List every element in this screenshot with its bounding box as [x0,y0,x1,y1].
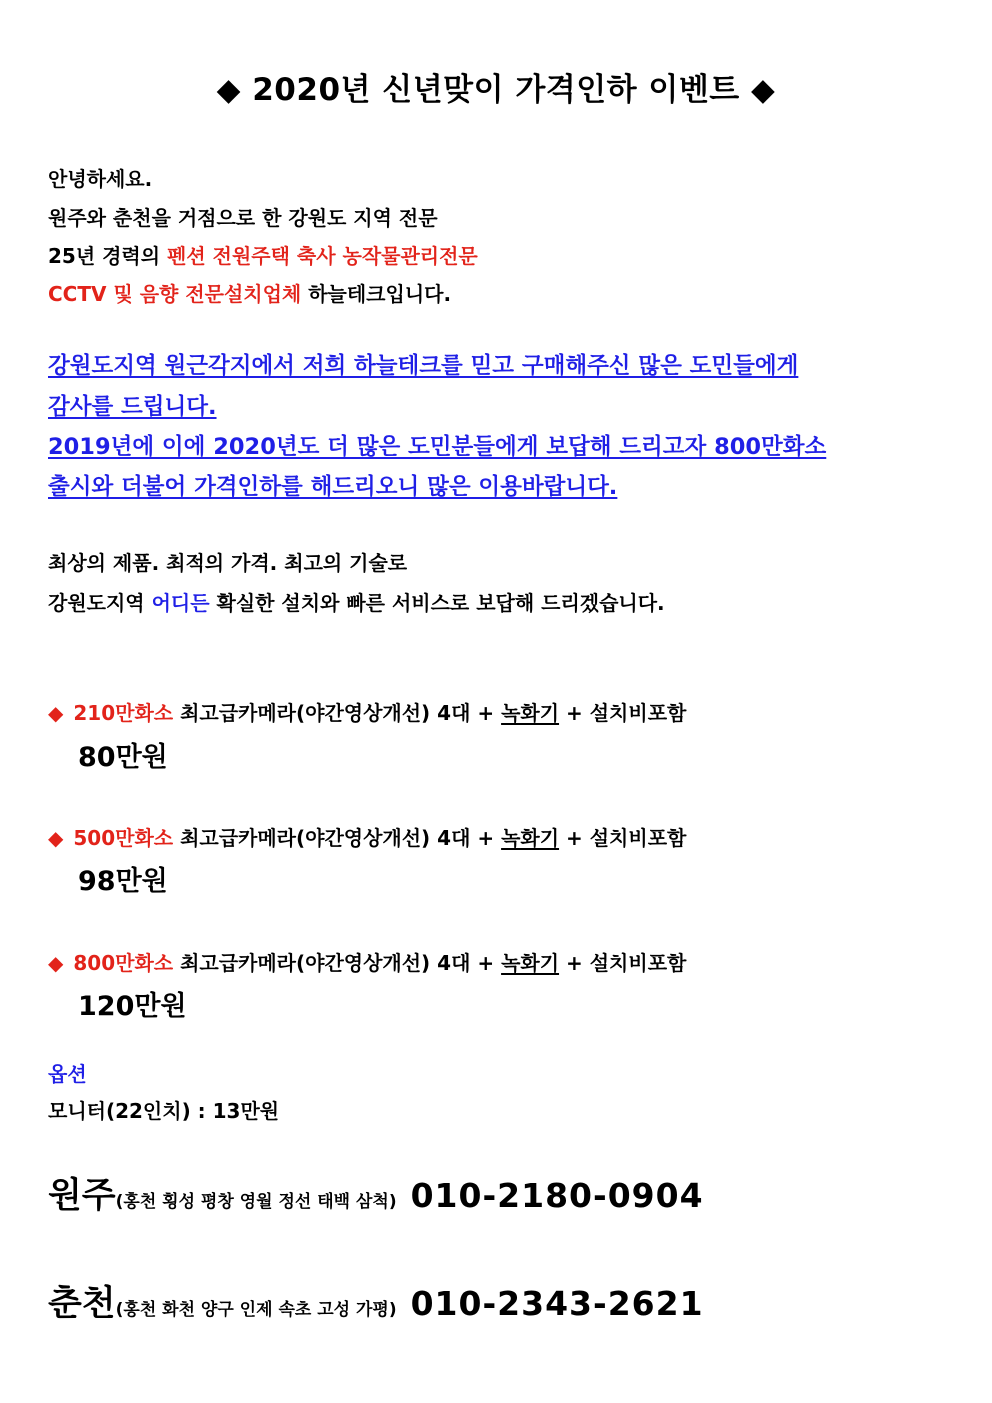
greeting: 안녕하세요. [48,167,153,191]
thanks-line: 2019년에 이에 2020년도 더 많은 도민분들에게 보답해 드리고자 800만화소 [48,434,827,460]
contact-chuncheon [48,1276,704,1326]
promise-service [48,587,665,616]
diamond-icon: ◆ [48,701,64,725]
intro-experience [48,240,478,269]
product-desc: 최고급카메라(야간영상개선) 4대 + [173,951,502,975]
product-recorder: 녹화기 [501,951,560,975]
product-resolution: 210만화소 [73,701,174,725]
contact-wonju [48,1168,704,1218]
product-resolution: 800만화소 [73,951,174,975]
contact-phone: 010-2180-0904 [410,1176,704,1215]
company-name: 하늘테크입니다. [301,282,452,306]
contact-city: 춘천 [48,1284,116,1324]
promise-text: 강원도지역 [48,591,152,615]
anywhere-highlight: 어디든 [151,591,210,615]
thanks-line: 출시와 더불어 가격인하를 해드리오니 많은 이용바랍니다. [48,474,618,500]
specialty-highlight: 펜션 전원주택 축사 농작물관리전문 [167,244,478,268]
product-desc: + 설치비포함 [559,701,687,725]
thanks-line: 감사를 드립니다. [48,394,217,420]
intro-line: 원주와 춘천을 거점으로 한 강원도 지역 전문 [48,206,438,230]
diamond-icon: ◆ [48,951,64,975]
product-line [48,822,686,851]
contact-phone: 010-2343-2621 [410,1284,704,1323]
intro-text: 25년 경력의 [48,244,168,268]
business-highlight: CCTV 및 음향 전문설치업체 [48,282,302,306]
product-desc: 최고급카메라(야간영상개선) 4대 + [173,826,502,850]
option-label: 옵션 [48,1062,87,1086]
product-resolution: 500만화소 [73,826,174,850]
promise-text: 확실한 설치와 빠른 서비스로 보답해 드리겠습니다. [209,591,665,615]
option-item: 모니터(22인치) : 13만원 [48,1099,280,1123]
contact-city: 원주 [48,1176,116,1216]
thanks-line: 강원도지역 원근각지에서 저희 하늘테크를 믿고 구매해주신 많은 도민들에게 [48,353,799,379]
product-line [48,947,686,976]
intro-company [48,278,451,307]
product-recorder: 녹화기 [501,701,560,725]
promise-line: 최상의 제품. 최적의 가격. 최고의 기술로 [48,551,408,575]
product-desc: + 설치비포함 [559,826,687,850]
product-desc: + 설치비포함 [559,951,687,975]
product-desc: 최고급카메라(야간영상개선) 4대 + [173,701,502,725]
diamond-icon: ◆ [48,826,64,850]
contact-areas: (홍천 횡성 평창 영월 정선 태백 삼척) [115,1192,397,1212]
product-recorder: 녹화기 [501,826,560,850]
product-price: 120만원 [78,991,187,1022]
contact-areas: (홍천 화천 양구 인제 속초 고성 가평) [115,1300,397,1320]
page-title: ◆ 2020년 신년맞이 가격인하 이벤트 ◆ [216,72,776,108]
product-price: 80만원 [78,742,168,773]
product-price: 98만원 [78,866,168,897]
product-line [48,697,686,726]
